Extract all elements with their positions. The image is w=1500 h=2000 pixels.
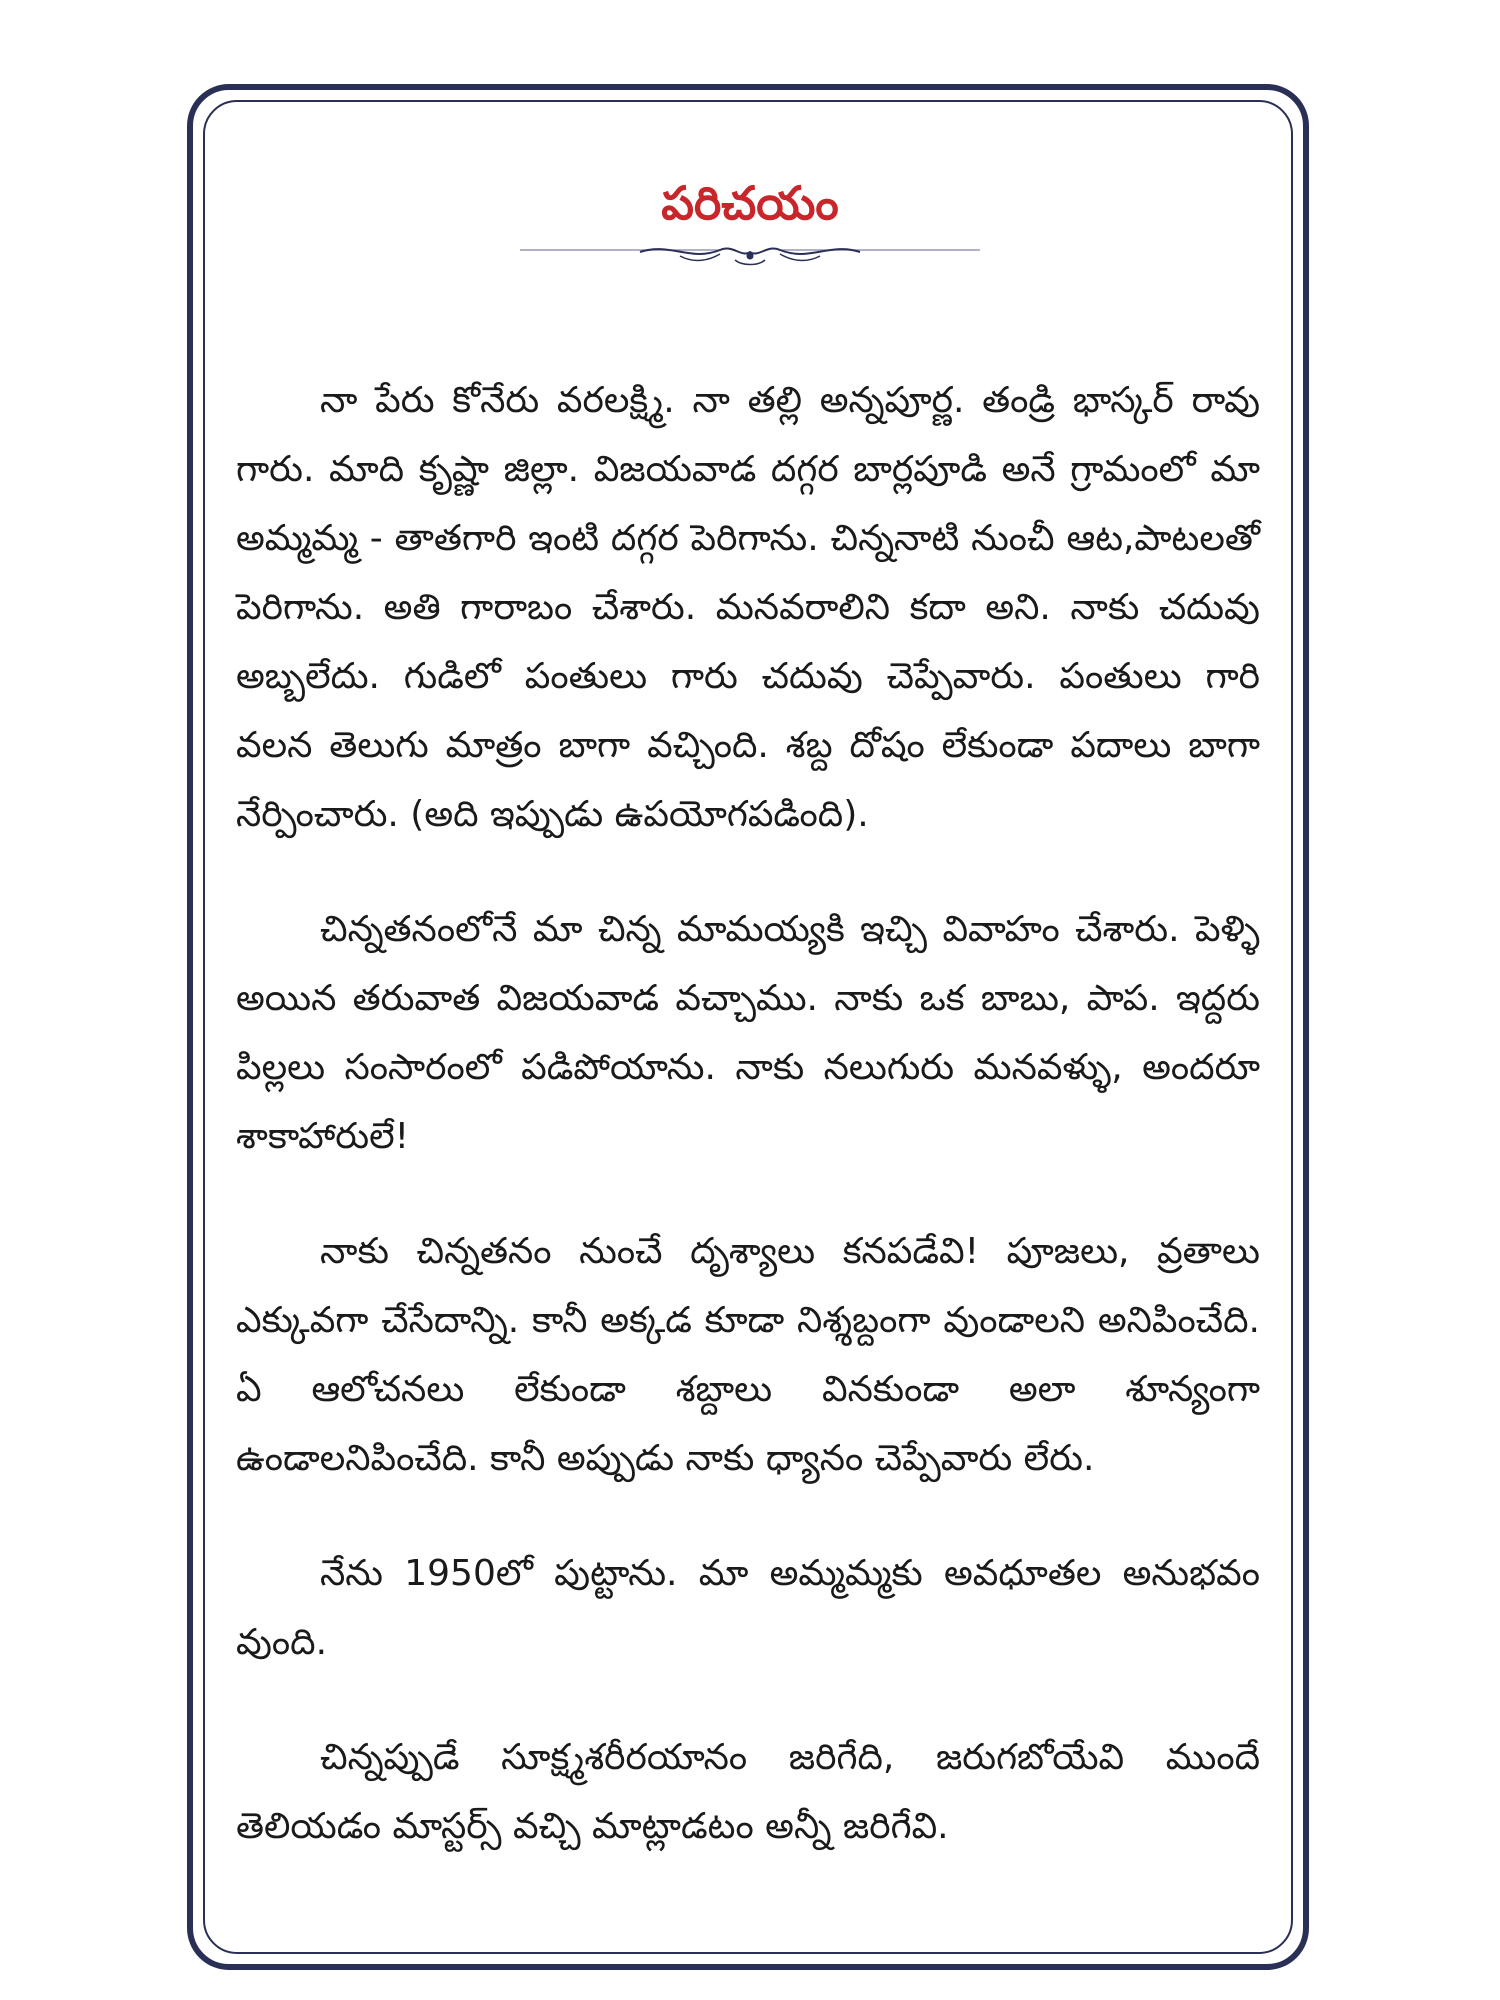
- page-title: పరిచయం: [661, 176, 839, 230]
- paragraph-experiences: చిన్నప్పుడే సూక్ష్మశరీరయానం జరిగేది, జరుగబోయేవి ముందే తెలియడం మాస్టర్స్ వచ్చి మాట్లాడటం అన్నీ జరిగేవి.: [236, 1737, 1260, 1847]
- article-body: [236, 366, 1260, 1907]
- decorative-divider: [520, 238, 980, 268]
- paragraph-visions: నాకు చిన్నతనం నుంచే దృశ్యాలు కనపడేవి! పూజలు, వ్రతాలు ఎక్కువగా చేసేదాన్ని. కానీ అక్కడ కూడా నిశ్శబ్దంగా వుండాలని అనిపించేది. ఏ ఆలోచనలు లేకుండా శబ్దాలు వినకుండా అలా శూన్యంగా ఉండాలనిపించేది. కానీ అప్పుడు నాకు ధ్యానం చెప్పేవారు లేరు.: [236, 1231, 1260, 1479]
- paragraph-birth: నేను 1950లో పుట్టాను. మా అమ్మమ్మకు అవధూతల అనుభవం వుంది.: [236, 1553, 1260, 1663]
- paragraph-intro: నా పేరు కోనేరు వరలక్ష్మి. నా తల్లి అన్నపూర్ణ. తండ్రి భాస్కర్ రావు గారు. మాది కృష్ణా జిల్లా. విజయవాడ దగ్గర బార్లపూడి అనే గ్రామంలో మా అమ్మమ్మ - తాతగారి ఇంటి దగ్గర పెరిగాను. చిన్ననాటి నుంచీ ఆట,పాటలతో పెరిగాను. అతి గారాబం చేశారు. మనవరాలిని కదా అని. నాకు చదువు అబ్బలేదు. గుడిలో పంతులు గారు చదువు చెప్పేవారు. పంతులు గారి వలన తెలుగు మాత్రం బాగా వచ్చింది. శబ్ద దోషం లేకుండా పదాలు బాగా నేర్పించారు. (అది ఇప్పుడు ఉపయోగపడింది).: [236, 380, 1260, 835]
- paragraph-marriage: చిన్నతనంలోనే మా చిన్న మామయ్యకి ఇచ్చి వివాహం చేశారు. పెళ్ళి అయిన తరువాత విజయవాడ వచ్చాము. నాకు ఒక బాబు, పాప. ఇద్దరు పిల్లలు సంసారంలో పడిపోయాను. నాకు నలుగురు మనవళ్ళు, అందరూ శాకాహారులే!: [236, 909, 1260, 1157]
